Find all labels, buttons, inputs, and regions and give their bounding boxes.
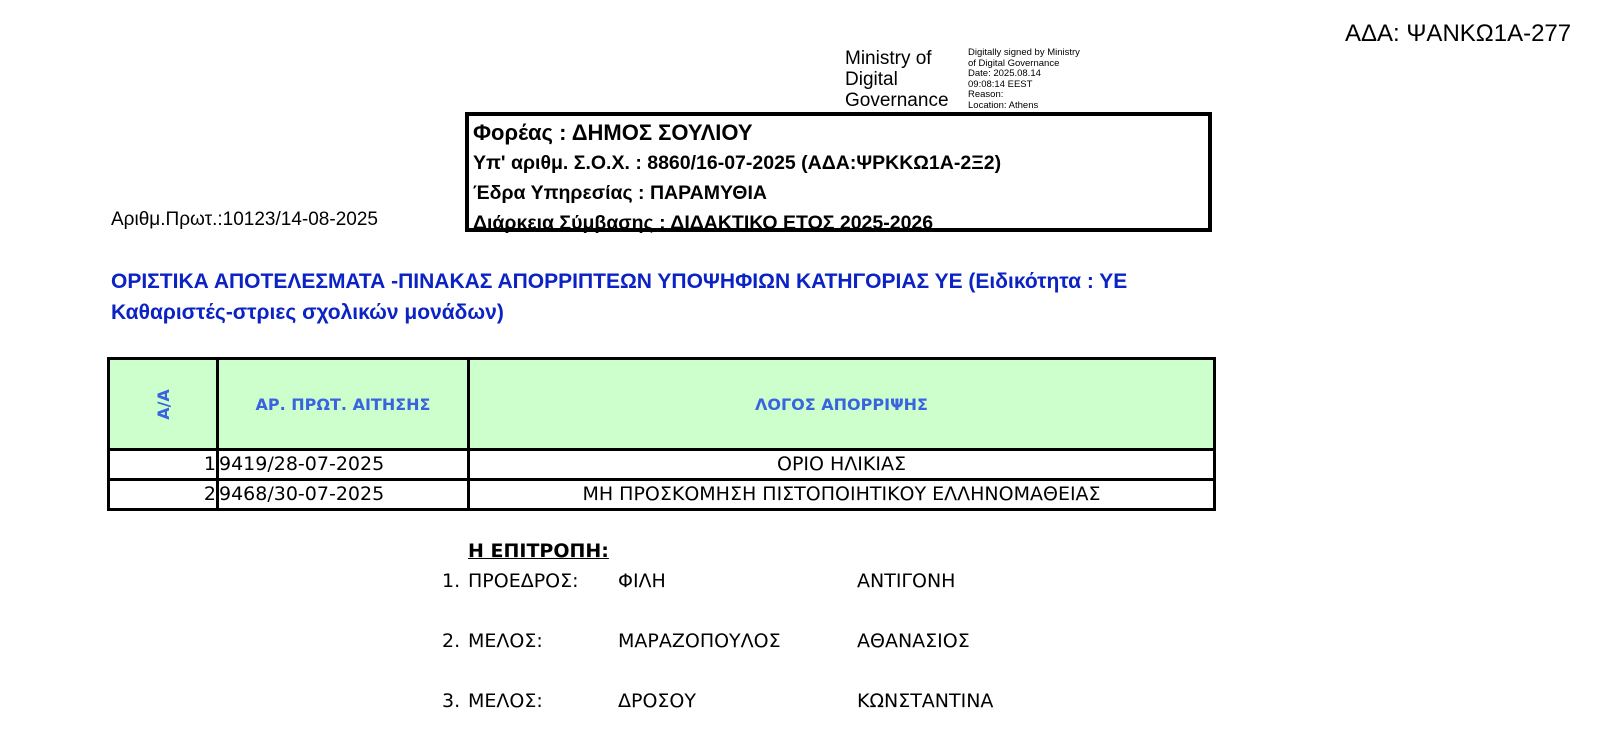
- signature-detail-line: Date: 2025.08.14: [968, 68, 1041, 79]
- signature-details: [968, 48, 1108, 111]
- member-surname: ΔΡΟΣΟΥ: [618, 690, 696, 712]
- member-surname: ΜΑΡΑΖΟΠΟΥΛΟΣ: [618, 630, 781, 652]
- header-rejection-reason: ΛΟΓΟΣ ΑΠΟΡΡΙΨΗΣ: [469, 359, 1215, 450]
- protocol-number: Αριθμ.Πρωτ.:10123/14-08-2025: [111, 209, 378, 230]
- table-header-row: [109, 359, 1215, 450]
- info-box: [465, 112, 1212, 232]
- committee-title: Η ΕΠΙΤΡΟΠΗ:: [468, 540, 609, 562]
- cell-application-number: 9419/28-07-2025: [218, 450, 469, 480]
- info-agency: Φορέας : ΔΗΜΟΣ ΣΟΥΛΙΟΥ: [473, 120, 753, 145]
- signature-detail-line: Reason:: [968, 89, 1004, 100]
- info-location: Έδρα Υπηρεσίας : ΠΑΡΑΜΥΘΙΑ: [473, 182, 767, 204]
- page-title: ΟΡΙΣΤΙΚΑ ΑΠΟΤΕΛΕΣΜΑΤΑ -ΠΙΝΑΚΑΣ ΑΠΟΡΡΙΠΤΕΩΝ ΥΠΟΨΗΦΙΩΝ ΚΑΤΗΓΟΡΙΑΣ ΥΕ (Ειδικότητα : ΥΕ Καθαριστές-στριες σχολικών μονάδων): [111, 270, 1128, 324]
- cell-rejection-reason: ΜΗ ΠΡΟΣΚΟΜΗΣΗ ΠΙΣΤΟΠΟΙΗΤΙΚΟΥ ΕΛΛΗΝΟΜΑΘΕΙΑΣ: [469, 480, 1215, 510]
- signature-ministry-line: Ministry of: [845, 48, 932, 69]
- table-row: [109, 480, 1215, 510]
- committee-member: [441, 690, 1041, 714]
- member-number: 1.: [442, 570, 461, 592]
- signature-detail-line: of Digital Governance: [968, 57, 1060, 69]
- signature-detail-line: Location: Athens: [968, 99, 1039, 111]
- signature-ministry-line: Governance: [845, 90, 949, 111]
- header-aa: Α/Α: [109, 359, 218, 450]
- member-number: 3.: [442, 690, 461, 712]
- member-name: ΑΝΤΙΓΟΝΗ: [857, 570, 956, 592]
- member-number: 2.: [442, 630, 461, 652]
- member-role: ΜΕΛΟΣ:: [468, 690, 543, 712]
- committee-member: [441, 630, 1041, 654]
- committee-member: [441, 570, 1041, 594]
- table-row: [109, 450, 1215, 480]
- member-name: ΑΘΑΝΑΣΙΟΣ: [857, 630, 970, 652]
- signature-detail-line: Digitally signed by Ministry: [968, 47, 1080, 58]
- info-sox: Υπ' αριθμ. Σ.Ο.Χ. : 8860/16-07-2025 (ΑΔΑ:ΨΡΚΚΩ1Α-2Ξ2): [473, 152, 1002, 174]
- header-application-number: ΑΡ. ΠΡΩΤ. ΑΙΤΗΣΗΣ: [218, 359, 469, 450]
- cell-aa: 2: [109, 480, 218, 510]
- member-role: ΜΕΛΟΣ:: [468, 630, 543, 652]
- member-name: ΚΩΝΣΤΑΝΤΙΝΑ: [857, 690, 994, 712]
- cell-aa: 1: [109, 450, 218, 480]
- cell-rejection-reason: ΟΡΙΟ ΗΛΙΚΙΑΣ: [469, 450, 1215, 480]
- member-surname: ΦΙΛΗ: [618, 570, 666, 592]
- signature-ministry: [845, 48, 965, 111]
- member-role: ΠΡΟΕΔΡΟΣ:: [468, 570, 579, 592]
- rejections-table: [107, 357, 1216, 511]
- info-duration: Διάρκεια Σύμβασης : ΔΙΔΑΚΤΙΚΟ ΕΤΟΣ 2025-2026: [473, 212, 934, 234]
- signature-detail-line: 09:08:14 EEST: [968, 78, 1033, 90]
- signature-ministry-line: Digital: [845, 69, 898, 90]
- cell-application-number: 9468/30-07-2025: [218, 480, 469, 510]
- ada-code: ΑΔΑ: ΨΑΝΚΩ1Α-277: [1345, 20, 1572, 47]
